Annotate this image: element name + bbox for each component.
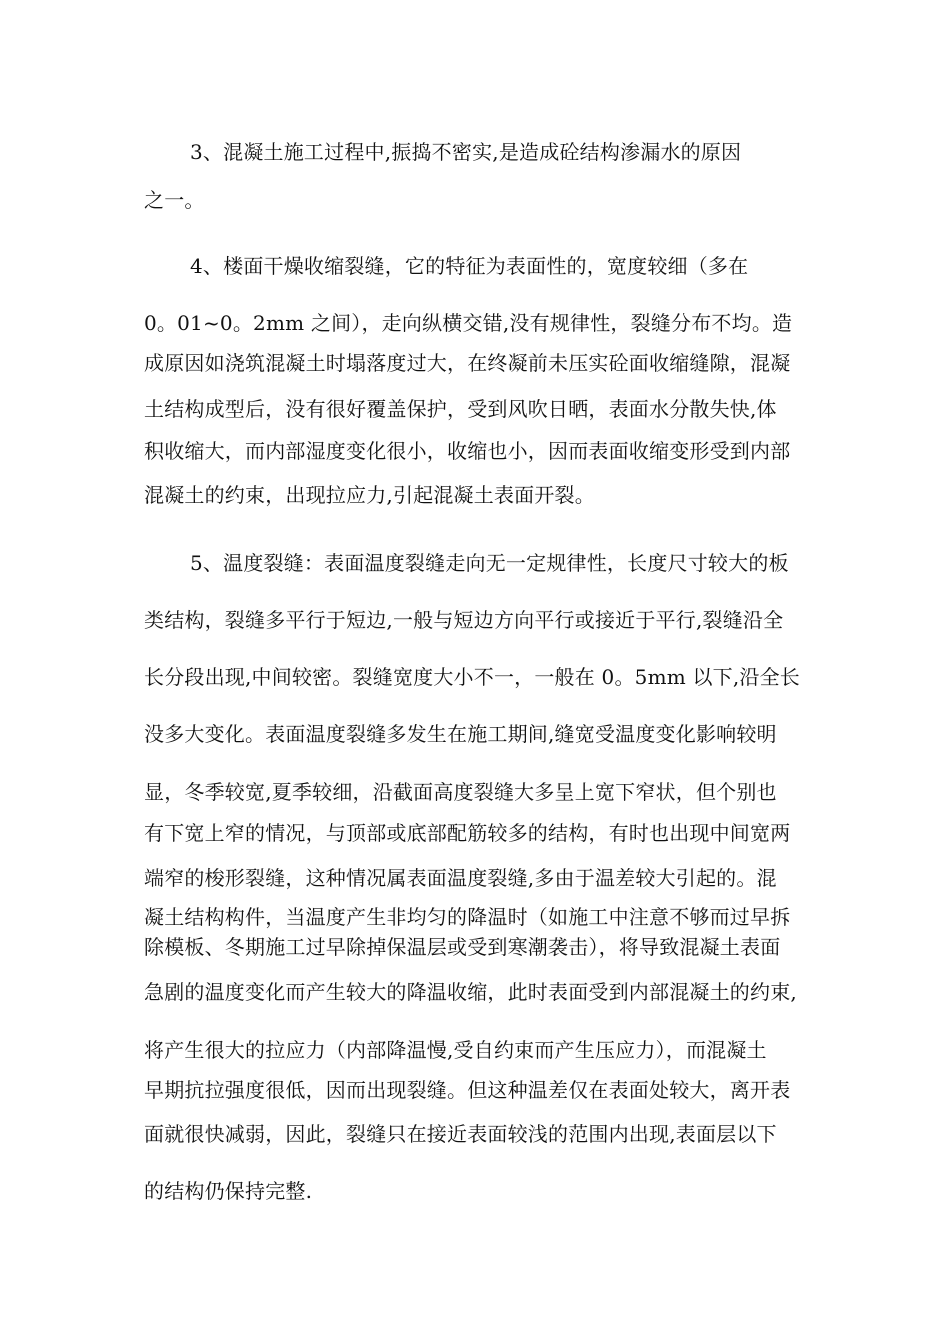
paragraph-3-line-2: 之一。 (144, 188, 205, 212)
paragraph-5-line-6: 有下宽上窄的情况，与顶部或底部配筋较多的结构，有时也出现中间宽两 (144, 821, 791, 845)
paragraph-4-line-2: 0。01~0。2mm 之间），走向纵横交错,没有规律性，裂缝分布不均。造 (144, 311, 793, 335)
paragraph-5-line-3: 长分段出现,中间较密。裂缝宽度大小不一，一般在 0。5mm 以下,沿全长 (144, 665, 801, 689)
paragraph-4-line-6: 混凝土的约束，出现拉应力,引起混凝土表面开裂。 (144, 483, 595, 507)
paragraph-4-line-3: 成原因如浇筑混凝土时塌落度过大，在终凝前未压实砼面收缩缝隙，混凝 (144, 351, 791, 375)
paragraph-5-line-2: 类结构，裂缝多平行于短边,一般与短边方向平行或接近于平行,裂缝沿全 (144, 608, 784, 632)
paragraph-5-line-11: 将产生很大的拉应力（内部降温慢,受自约束而产生压应力），而混凝土 (144, 1038, 767, 1062)
paragraph-5-line-13: 面就很快减弱，因此，裂缝只在接近表面较浅的范围内出现,表面层以下 (144, 1122, 777, 1146)
paragraph-5-line-12: 早期抗拉强度很低，因而出现裂缝。但这种温差仅在表面处较大，离开表 (144, 1078, 791, 1102)
paragraph-5-line-8: 凝土结构构件，当温度产生非均匀的降温时（如施工中注意不够而过早拆 (144, 905, 791, 929)
paragraph-4-line-4: 土结构成型后，没有很好覆盖保护，受到风吹日晒，表面水分散失快,体 (144, 397, 777, 421)
paragraph-5-line-1: 5、温度裂缝：表面温度裂缝走向无一定规律性，长度尺寸较大的板 (190, 551, 789, 575)
paragraph-5-line-4: 没多大变化。表面温度裂缝多发生在施工期间,缝宽受温度变化影响较明 (144, 722, 777, 746)
paragraph-5-line-7: 端窄的梭形裂缝，这种情况属表面温度裂缝,多由于温差较大引起的。混 (144, 866, 777, 890)
paragraph-5-line-9: 除模板、冬期施工过早除掉保温层或受到寒潮袭击），将导致混凝土表面 (144, 935, 781, 959)
paragraph-5-line-10: 急剧的温度变化而产生较大的降温收缩，此时表面受到内部混凝土的约束, (144, 980, 797, 1004)
paragraph-4-line-1: 4、楼面干燥收缩裂缝，它的特征为表面性的，宽度较细（多在 (190, 254, 749, 278)
paragraph-5-line-14: 的结构仍保持完整. (144, 1179, 313, 1203)
paragraph-3-line-1: 3、混凝土施工过程中,振捣不密实,是造成砼结构渗漏水的原因 (190, 140, 742, 164)
paragraph-4-line-5: 积收缩大，而内部湿度变化很小，收缩也小，因而表面收缩变形受到内部 (144, 439, 791, 463)
paragraph-5-line-5: 显，冬季较宽,夏季较细，沿截面高度裂缝大多呈上宽下窄状，但个别也 (144, 780, 777, 804)
